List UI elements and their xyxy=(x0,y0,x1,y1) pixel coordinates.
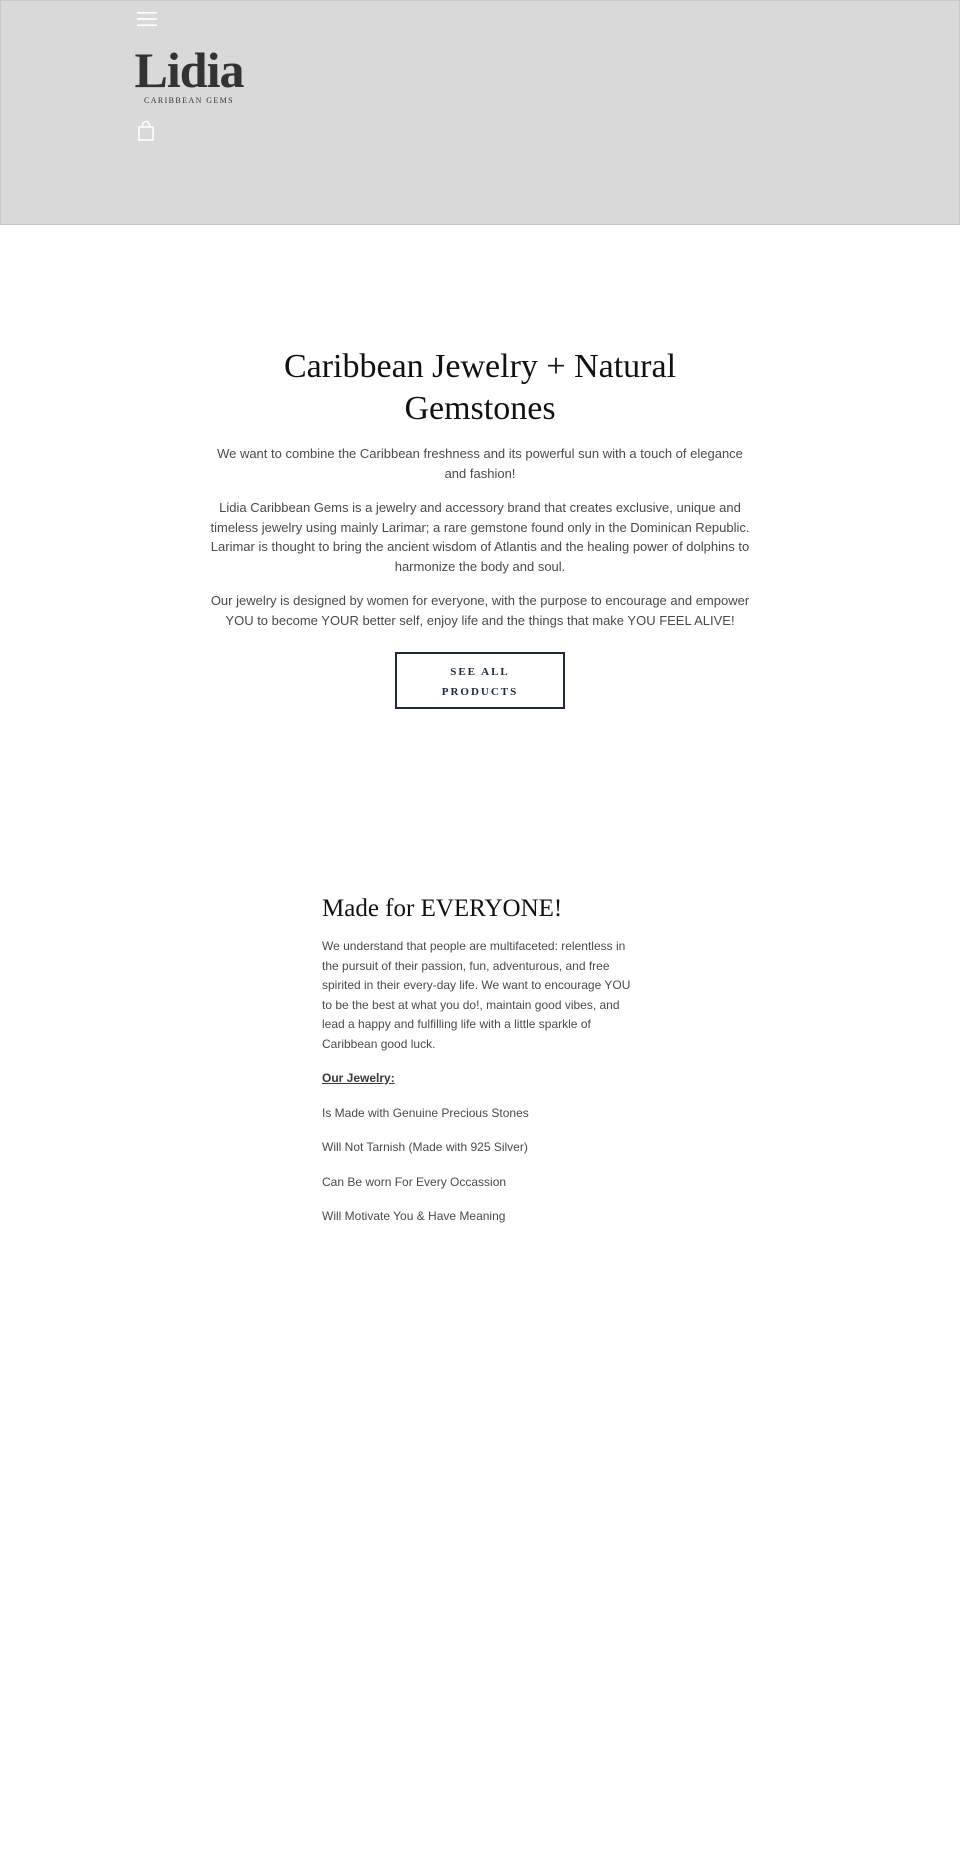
site-logo[interactable] xyxy=(130,42,248,105)
site-header xyxy=(0,0,960,225)
list-item: Will Not Tarnish (Made with 925 Silver) xyxy=(322,1140,528,1154)
intro-paragraph: Lidia Caribbean Gems is a jewelry and accessory brand that creates exclusive, unique and timeless jewelry using mainly Larimar; a rare gemstone found only in the Dominican Republic. Larimar is thought to bring the ancient wisdom of Atlantis and the healing power of dolphins to harmonize the body and soul. xyxy=(210,500,750,574)
logo-subtitle: CARIBBEAN GEMS xyxy=(143,96,235,105)
intro-title: Caribbean Jewelry + Natural Gemstones xyxy=(283,348,677,427)
list-item: Can Be worn For Every Occassion xyxy=(322,1174,507,1189)
jewelry-features-list xyxy=(322,1104,642,1227)
made-for-everyone-section xyxy=(322,893,642,1242)
intro-paragraph: We want to combine the Caribbean freshness and its powerful sun with a touch of elegance and fashion! xyxy=(217,446,743,481)
list-item: Is Made with Genuine Precious Stones xyxy=(322,1105,529,1120)
intro-section xyxy=(210,346,750,709)
logo-wordmark: Lidia xyxy=(134,42,244,98)
everyone-paragraph: We understand that people are multifaceted: relentless in the pursuit of their passion, fun, adventurous, and free spirited in their every-day life. We want to encourage YOU to be the best at what you do!, maintain good vibes, and lead a happy and fulfilling life with a little sparkle of Caribbean good luck. xyxy=(322,939,631,1051)
everyone-title: Made for EVERYONE! xyxy=(322,895,563,922)
see-all-products-button[interactable]: SEE ALL PRODUCTS xyxy=(395,652,565,709)
our-jewelry-heading: Our Jewelry: xyxy=(322,1071,395,1085)
hamburger-menu-icon[interactable] xyxy=(137,10,157,28)
list-item: Will Motivate You & Have Meaning xyxy=(322,1209,506,1223)
shopping-bag-icon[interactable] xyxy=(137,120,155,142)
intro-paragraph: Our jewelry is designed by women for everyone, with the purpose to encourage and empower YOU to become YOUR better self, enjoy life and the things that make YOU FEEL ALIVE! xyxy=(210,593,750,628)
